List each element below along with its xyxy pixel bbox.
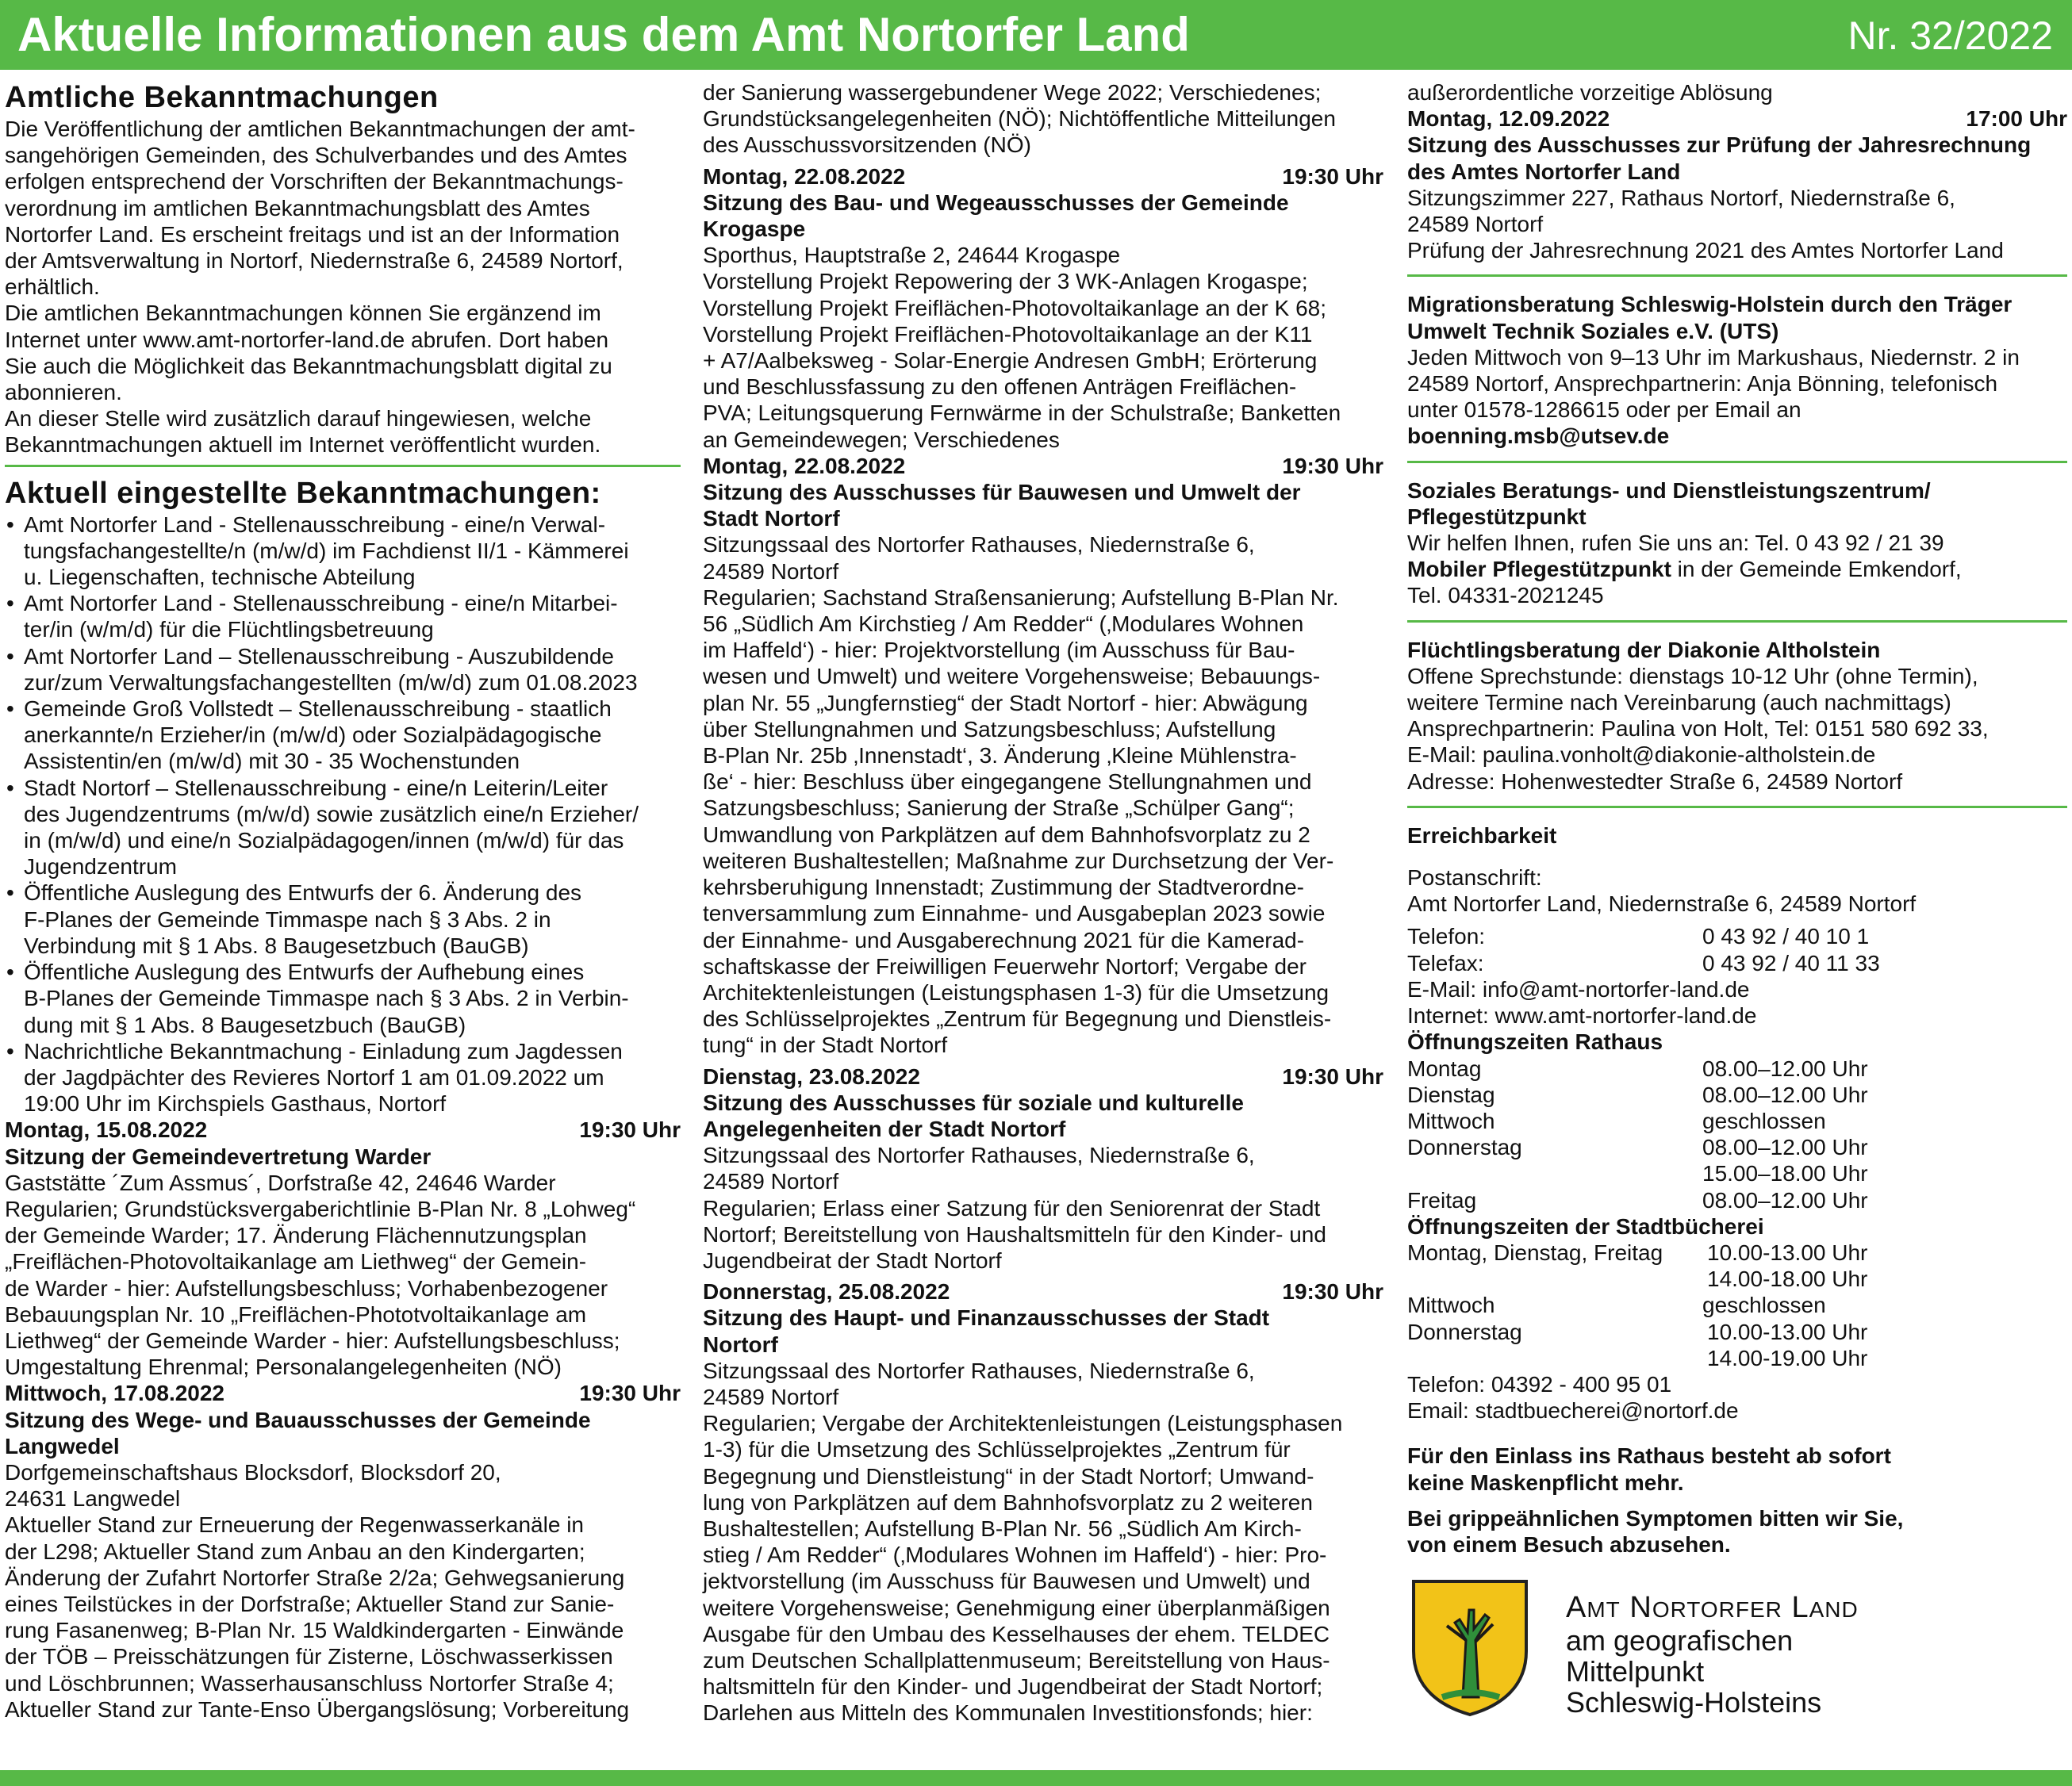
section-title: Migrationsberatung Schleswig-Holstein durch den Träger — [1407, 292, 2013, 317]
mobil-text: in der Gemeinde Emkendorf, — [1671, 557, 1962, 582]
hours-row — [1407, 1056, 2067, 1082]
brand-name — [1566, 1592, 1859, 1625]
hours-row — [1407, 1345, 2067, 1371]
text-line: Offene Sprechstunde: dienstags 10-12 Uhr (ohne Termin), — [1407, 663, 1978, 688]
meeting-title: Sitzung des Ausschusses für soziale und kulturelle — [703, 1090, 1245, 1115]
meeting-date: Donnerstag, 25.08.2022 — [703, 1279, 950, 1305]
text-line: de Warder - hier: Aufstellungsbeschluss; Vorhabenbezogener — [5, 1275, 608, 1301]
text-line: Umwandlung von Parkplätzen auf dem Bahnhofsvorplatz zu 2 — [703, 822, 1310, 847]
text-line: Regularien; Grundstücksvergaberichtlinie B-Plan Nr. 8 „Lohweg“ — [5, 1196, 636, 1221]
meeting-title: Angelegenheiten der Stadt Nortorf — [703, 1116, 1066, 1141]
meeting-title: Sitzung der Gemeindevertretung Warder — [5, 1144, 432, 1169]
notice-text: Bei grippeähnlichen Symptomen bitten wir Sie, — [1407, 1505, 1904, 1531]
text-line: Bekanntmachungen aktuell im Internet veröffentlicht wurden. — [5, 432, 601, 458]
phone-label: Telefon: — [1407, 924, 1486, 949]
list-item[interactable] — [5, 696, 681, 775]
hours-time: geschlossen — [1702, 1293, 1826, 1318]
text-line: der Jagdpächter des Revieres Nortorf 1 am 01.09.2022 um — [24, 1064, 604, 1090]
text-line: Architektenleistungen (Leistungsphasen 1-3) für die Umsetzung — [703, 979, 1330, 1005]
text-line: • Amt Nortorfer Land - Stellenausschreibung - eine/n Verwal- — [24, 512, 606, 537]
text-line: Ansprechpartnerin: Paulina von Holt, Tel: 0151 580 692 33, — [1407, 716, 1989, 742]
meeting-title: Langwedel — [5, 1433, 120, 1458]
header-banner — [0, 0, 2072, 70]
text-line: Liethweg“ der Gemeinde Warder - hier: Aufstellungsbeschluss; — [5, 1328, 620, 1353]
mobil-label: Mobiler Pflegestützpunkt — [1407, 557, 1671, 582]
notice-text: keine Maskenpflicht mehr. — [1407, 1470, 1684, 1495]
text-line: in (m/w/d) und eine/n Sozialpädagogen/innen (m/w/d) für das — [24, 828, 624, 853]
footer-bar — [0, 1770, 2072, 1786]
meeting-title: Sitzung des Wege- und Bauausschusses der Gemeinde — [5, 1407, 591, 1432]
text-line: zur/zum Verwaltungsfachangestellten (m/w/d) zum 01.08.2023 — [24, 669, 638, 695]
text-line: der L298; Aktueller Stand zum Anbau an den Kindergarten; — [5, 1539, 585, 1564]
amt-logo-block — [1407, 1573, 2067, 1740]
text-line: tung“ in der Stadt Nortorf — [703, 1033, 948, 1058]
meeting-time: 19:30 Uhr — [1282, 1064, 1383, 1089]
text-line: Sporthus, Hauptstraße 2, 24644 Krogaspe — [703, 243, 1121, 268]
text-line: und Beschlussfassung zu den offenen Anträgen Freiflächen- — [703, 374, 1297, 400]
heading-amtliche: Amtliche Bekanntmachungen — [5, 81, 439, 114]
text-line: zum Deutschen Schallplattenmuseum; Bereitstellung von Haus- — [703, 1647, 1330, 1673]
text-line: B-Plan Nr. 25b ‚Innenstadt‘, 3. Änderung ‚Kleine Mühlenstra- — [703, 743, 1297, 768]
text-line: • Nachrichtliche Bekanntmachung - Einladung zum Jagdessen — [24, 1038, 623, 1064]
text-line: • Gemeinde Groß Vollstedt – Stellenausschreibung - staatlich — [24, 696, 612, 722]
meeting-title: Krogaspe — [703, 217, 806, 242]
text-line: Assistentin/en (m/w/d) mit 30 - 35 Wochenstunden — [24, 749, 520, 774]
text-line: Tel. 04331-2021245 — [1407, 583, 1604, 608]
text-line: stieg / Am Redder“ (‚Modulares Wohnen im Haffeld‘) - hier: Pro- — [703, 1543, 1327, 1568]
meeting-title: Sitzung des Bau- und Wegeausschusses der Gemeinde — [703, 190, 1289, 215]
section-title: Soziales Beratungs- und Dienstleistungszentrum/ — [1407, 477, 1931, 503]
hours-day — [1407, 1266, 1707, 1292]
text-line: erfolgen entsprechend der Vorschriften der Bekanntmachungs- — [5, 169, 624, 194]
hours-row — [1407, 1134, 2067, 1160]
text-line: Umgestaltung Ehrenmal; Personalangelegenheiten (NÖ) — [5, 1355, 562, 1380]
meeting-time: 19:30 Uhr — [579, 1381, 681, 1406]
text-line: • Öffentliche Auslegung des Entwurfs der 6. Änderung des — [24, 880, 582, 906]
meeting-time: 19:30 Uhr — [1282, 163, 1383, 189]
column-middle — [703, 79, 1383, 1727]
text-line: 24589 Nortorf — [703, 1384, 839, 1409]
hours-time: 08.00–12.00 Uhr — [1702, 1187, 1868, 1213]
hours-row — [1407, 1319, 2067, 1345]
opening-hours-title: Öffnungszeiten Rathaus — [1407, 1029, 1663, 1055]
text-line: Adresse: Hohenwestedter Straße 6, 24589 Nortorf — [1407, 768, 1903, 794]
text-line: + A7/Aalbeksweg - Solar-Energie Andresen GmbH; Erörterung — [703, 348, 1318, 374]
text-line: Verbindung mit § 1 Abs. 8 Baugesetzbuch (BauGB) — [24, 933, 529, 958]
text-line: Bebauungsplan Nr. 10 „Freiflächen-Phototvoltaikanlage am — [5, 1301, 587, 1327]
meeting-datetime — [703, 1278, 1383, 1305]
text-line: weitere Termine nach Vereinbarung (auch nachmittags) — [1407, 690, 1951, 715]
section-title: Pflegestützpunkt — [1407, 504, 1587, 529]
text-line: Dorfgemeinschaftshaus Blocksdorf, Blocksdorf 20, — [5, 1459, 501, 1485]
text-line: über Stellungnahmen und Satzungsbeschluss; Aufstellung — [703, 716, 1276, 742]
column-left — [5, 79, 681, 1723]
text-line: Ausgabe für den Umbau des Kesselhauses der ehem. TELDEC — [703, 1621, 1330, 1646]
text-line: Gaststätte ´Zum Assmus´, Dorfstraße 42, 24646 Warder — [5, 1170, 556, 1195]
meeting-datetime — [703, 1064, 1383, 1090]
text-line: 24589 Nortorf — [703, 1169, 839, 1194]
heading-aktuell: Aktuell eingestellte Bekanntmachungen: — [5, 476, 601, 510]
hours-time: 08.00–12.00 Uhr — [1702, 1135, 1868, 1160]
text-line: 24631 Langwedel — [5, 1486, 181, 1512]
text-line: Vorstellung Projekt Freiflächen-Photovoltaikanlage an der K 68; — [703, 295, 1327, 320]
hours-time: 10.00-13.00 Uhr — [1707, 1319, 1868, 1344]
text-line: An dieser Stelle wird zusätzlich darauf hingewiesen, welche — [5, 406, 592, 431]
text-line: Sitzungssaal des Nortorfer Rathauses, Niedernstraße 6, — [703, 532, 1255, 558]
text-line: dung mit § 1 Abs. 8 Baugesetzbuch (BauGB) — [24, 1012, 466, 1037]
text-line: Sitzungssaal des Nortorfer Rathauses, Niedernstraße 6, — [703, 1143, 1255, 1168]
meeting-date: Mittwoch, 17.08.2022 — [5, 1381, 225, 1406]
text-line: 1-3) für die Umsetzung des Schlüsselprojektes „Zentrum für — [703, 1437, 1291, 1462]
text-line: Satzungsbeschluss; Sanierung der Straße „Schülper Gang“; — [703, 795, 1295, 821]
text-line: „Freiflächen-Photovoltaikanlage am Liethweg“ der Gemein- — [5, 1249, 587, 1274]
hours-day — [1407, 1345, 1707, 1371]
list-item[interactable] — [5, 512, 681, 591]
text-line: Sitzungszimmer 227, Rathaus Nortorf, Niedernstraße 6, — [1407, 185, 1955, 210]
text-line: der Sanierung wassergebundener Wege 2022; Verschiedenes; — [703, 80, 1322, 105]
fax-row — [1407, 950, 2067, 976]
brand-letters: MT — [1587, 1597, 1621, 1623]
list-item[interactable] — [5, 959, 681, 1038]
text-line: abonnieren. — [5, 380, 122, 405]
text-line: anerkannte/n Erzieher/in (m/w/d) oder Sozialpädagogische — [24, 722, 602, 748]
text-line: 24589 Nortorf — [1407, 212, 1544, 237]
text-line: an Gemeindewegen; Verschiedenes — [703, 427, 1060, 452]
text-line: plan Nr. 55 „Jungfernstieg“ der Stadt Nortorf - hier: Abwägung — [703, 690, 1308, 715]
list-item[interactable] — [5, 1038, 681, 1117]
list-item[interactable] — [5, 643, 681, 696]
hours-time: 15.00–18.00 Uhr — [1702, 1161, 1868, 1186]
text-line: tenversammlung zum Einnahme- und Ausgabeplan 2023 sowie — [703, 901, 1326, 926]
hours-time: 08.00–12.00 Uhr — [1702, 1056, 1868, 1081]
notice-text: Für den Einlass ins Rathaus besteht ab sofort — [1407, 1443, 1891, 1469]
email-line: E-Mail: info@amt-nortorfer-land.de — [1407, 976, 1750, 1002]
brand-tagline: Mittelpunkt — [1566, 1655, 1705, 1688]
hours-day: Dienstag — [1407, 1082, 1495, 1107]
text-line: • Stadt Nortorf – Stellenausschreibung - eine/n Leiterin/Leiter — [24, 775, 608, 800]
text-line: Jeden Mittwoch von 9–13 Uhr im Markushaus, Niedernstr. 2 in — [1407, 344, 2020, 370]
list-item[interactable] — [5, 775, 681, 880]
text-line: 19:00 Uhr im Kirchspiels Gasthaus, Nortorf — [24, 1091, 447, 1117]
meeting-datetime — [5, 1380, 681, 1406]
text-line: lung von Parkplätzen auf dem Bahnhofsvorplatz zu 2 weiteren — [703, 1489, 1313, 1515]
text-line: tungsfachangestellte/n (m/w/d) im Fachdienst II/1 - Kämmerei — [24, 538, 629, 563]
text-line: Sie auch die Möglichkeit das Bekanntmachungsblatt digital zu — [5, 353, 612, 378]
brand-letters: ORTORFER — [1652, 1597, 1782, 1623]
notice-text: von einem Besuch abzusehen. — [1407, 1531, 1731, 1557]
text-line: 24589 Nortorf, Ansprechpartnerin: Anja Bönning, telefonisch — [1407, 371, 1998, 397]
hours-day: Donnerstag — [1407, 1135, 1522, 1160]
text-line: Sitzungssaal des Nortorfer Rathauses, Niedernstraße 6, — [703, 1358, 1255, 1383]
hours-day: Freitag — [1407, 1187, 1477, 1213]
meeting-date: Montag, 15.08.2022 — [5, 1117, 208, 1143]
text-line: jektvorstellung (im Ausschuss für Bauwesen und Umwelt) und — [703, 1569, 1310, 1594]
list-item[interactable] — [5, 880, 681, 959]
text-line: außerordentliche vorzeitige Ablösung — [1407, 80, 1773, 105]
brand-letter: A — [1566, 1591, 1587, 1625]
text-line: rung Fasanenweg; B-Plan Nr. 15 Waldkindergarten - Einwände — [5, 1618, 624, 1643]
text-line: der Gemeinde Warder; 17. Änderung Flächennutzungsplan — [5, 1223, 587, 1248]
library-hours-title: Öffnungszeiten der Stadtbücherei — [1407, 1213, 1764, 1239]
text-line: B-Planes der Gemeinde Timmaspe nach § 3 Abs. 2 in Verbin- — [24, 986, 629, 1011]
hours-time: 10.00-13.00 Uhr — [1707, 1240, 1868, 1265]
text-line: Regularien; Sachstand Straßensanierung; Aufstellung B-Plan Nr. — [703, 584, 1339, 610]
section-title: Umwelt Technik Soziales e.V. (UTS) — [1407, 318, 1779, 343]
text-line: Amt Nortorfer Land, Niedernstraße 6, 24589 Nortorf — [1407, 891, 1917, 917]
text-line: der Amtsverwaltung in Nortorf, Niedernstraße 6, 24589 Nortorf, — [5, 248, 624, 274]
hours-row — [1407, 1266, 2067, 1292]
hours-time: 08.00–12.00 Uhr — [1702, 1082, 1868, 1107]
hours-time: geschlossen — [1702, 1108, 1826, 1133]
hours-day: Donnerstag — [1407, 1319, 1522, 1344]
text-line: Regularien; Erlass einer Satzung für den Seniorenrat der Stadt — [703, 1195, 1321, 1221]
text-line: Vorstellung Projekt Repowering der 3 WK-Anlagen Krogaspe; — [703, 269, 1308, 294]
hours-day: Mittwoch — [1407, 1108, 1495, 1133]
text-line: Jugendzentrum — [24, 854, 178, 880]
text-line: F-Planes der Gemeinde Timmaspe nach § 3 Abs. 2 in — [24, 906, 551, 932]
text-line: der Einnahme- und Ausgaberechnung 2021 für die Kamerad- — [703, 927, 1305, 952]
text-line: Begegnung und Dienstleistung“ in der Stadt Nortorf; Umwand- — [703, 1463, 1314, 1489]
text-line: • Öffentliche Auslegung des Entwurfs der Aufhebung eines — [24, 960, 585, 985]
hours-day: Montag — [1407, 1056, 1482, 1081]
text-line: 56 „Südlich Am Kirchstieg / Am Redder“ (‚Modulares Wohnen — [703, 611, 1304, 637]
meeting-datetime — [5, 1117, 681, 1143]
text-line: • Amt Nortorfer Land - Stellenausschreibung - eine/n Mitarbei- — [24, 591, 618, 616]
meeting-title: Stadt Nortorf — [703, 506, 840, 531]
hours-row — [1407, 1082, 2067, 1108]
text-line: Wir helfen Ihnen, rufen Sie uns an: Tel. 0 43 92 / 21 39 — [1407, 531, 1944, 556]
text-line: wesen und Umwelt) und weitere Vorgehensweise; Bebauungs- — [703, 664, 1321, 689]
text-line: weiteren Bushaltestellen; Maßnahme zur Durchsetzung der Ver- — [703, 848, 1334, 873]
text-line: und Löschbrunnen; Wasserhausanschluss Nortorfer Straße 4; — [5, 1670, 614, 1696]
amt-brand — [1566, 1592, 1859, 1718]
meeting-datetime — [703, 453, 1383, 479]
text-line: E-Mail: paulina.vonholt@diakonie-altholstein.de — [1407, 742, 1876, 768]
text-line — [1407, 556, 2067, 582]
meeting-time: 19:30 Uhr — [579, 1117, 681, 1143]
text-line: eines Teilstückes in der Dorfstraße; Aktueller Stand zur Sanie- — [5, 1591, 615, 1616]
text-line: erhältlich. — [5, 274, 100, 300]
hours-day: Mittwoch — [1407, 1293, 1495, 1318]
text-line: unter 01578-1286615 oder per Email an — [1407, 397, 1801, 423]
meeting-title: des Amtes Nortorfer Land — [1407, 159, 1681, 184]
text-line: ter/in (w/m/d) für die Flüchtlingsbetreuung — [24, 617, 434, 642]
hours-row — [1407, 1187, 2067, 1213]
phone-value: 0 43 92 / 40 10 1 — [1702, 924, 1870, 949]
text-line: Bushaltestellen; Aufstellung B-Plan Nr. 56 „Südlich Am Kirch- — [703, 1516, 1302, 1541]
text-line: Nortorf; Bereitstellung von Haushaltsmitteln für den Kinder- und — [703, 1221, 1326, 1247]
text-line: Darlehen aus Mitteln des Kommunalen Investitionsfonds; hier: — [703, 1700, 1313, 1726]
meeting-date: Montag, 12.09.2022 — [1407, 106, 1610, 132]
fax-label: Telefax: — [1407, 950, 1484, 975]
brand-letters: AND — [1809, 1597, 1859, 1623]
page-title: Aktuelle Informationen aus dem Amt Nortorfer Land — [17, 8, 1190, 61]
text-line: Die Veröffentlichung der amtlichen Bekanntmachungen der amt- — [5, 117, 635, 141]
text-line: Internet unter www.amt-nortorfer-land.de abrufen. Dort haben — [5, 327, 609, 352]
brand-letter: N — [1629, 1591, 1652, 1625]
library-email: Email: stadtbuecherei@nortorf.de — [1407, 1398, 1739, 1424]
text-line: Änderung der Zufahrt Nortorfer Straße 2/2a; Gehwegsanierung — [5, 1565, 625, 1590]
brand-tagline: Schleswig-Holsteins — [1566, 1686, 1822, 1719]
meeting-date: Dienstag, 23.08.2022 — [703, 1064, 920, 1089]
text-line: kehrsberuhigung Innenstadt; Zustimmung der Stadtverordne- — [703, 875, 1304, 900]
meeting-time: 19:30 Uhr — [1282, 453, 1383, 478]
text-line: verordnung im amtlichen Bekanntmachungsblatt des Amtes — [5, 195, 590, 220]
hours-row — [1407, 1292, 2067, 1318]
text-line: haltsmitteln für den Kinder- und Jugendbeirat der Stadt Nortorf; — [703, 1674, 1323, 1700]
text-line: des Ausschussvorsitzenden (NÖ) — [703, 132, 1031, 158]
text-line: Jugendbeirat der Stadt Nortorf — [703, 1248, 1002, 1273]
text-line: u. Liegenschaften, technische Abteilung — [24, 565, 416, 590]
meeting-title: Sitzung des Haupt- und Finanzausschusses der Stadt — [703, 1305, 1270, 1331]
meeting-date: Montag, 22.08.2022 — [703, 163, 906, 189]
text-line: Die amtlichen Bekanntmachungen können Sie ergänzend im — [5, 301, 601, 326]
text-line: weitere Vorgehensweise; Genehmigung einer überplanmäßigen — [703, 1595, 1330, 1620]
meeting-title: Sitzung des Ausschusses zur Prüfung der Jahresrechnung — [1407, 132, 2032, 158]
meeting-time: 17:00 Uhr — [1966, 106, 2067, 132]
text-line: Grundstücksangelegenheiten (NÖ); Nichtöffentliche Mitteilungen — [703, 106, 1336, 132]
hours-row — [1407, 1108, 2067, 1134]
library-phone: Telefon: 04392 - 400 95 01 — [1407, 1371, 1672, 1397]
text-line: • Amt Nortorfer Land – Stellenausschreibung - Auszubildende — [24, 643, 614, 669]
internet-line: Internet: www.amt-nortorfer-land.de — [1407, 1003, 1757, 1029]
brand-letter: L — [1791, 1591, 1809, 1625]
email-link[interactable]: boenning.msb@utsev.de — [1407, 424, 1670, 449]
text-line: Postanschrift: — [1407, 865, 1542, 891]
section-title: Flüchtlingsberatung der Diakonie Altholstein — [1407, 637, 1881, 662]
section-title: Erreichbarkeit — [1407, 822, 1557, 848]
text-line: Aktueller Stand zur Erneuerung der Regenwasserkanäle in — [5, 1512, 584, 1538]
text-line: 24589 Nortorf — [703, 558, 839, 584]
text-line: der TÖB – Preisschätzungen für Zisterne, Löschwasserkissen — [5, 1644, 613, 1669]
column-right — [1407, 79, 2067, 1740]
text-line: Prüfung der Jahresrechnung 2021 des Amtes Nortorfer Land — [1407, 238, 2004, 263]
text-line: Regularien; Vergabe der Architektenleistungen (Leistungsphasen — [703, 1411, 1343, 1436]
text-line: Aktueller Stand zur Tante-Enso Übergangslösung; Vorbereitung — [5, 1696, 630, 1722]
text-line: ße‘ - hier: Beschluss über eingegangene Stellungnahmen und — [703, 769, 1312, 795]
hours-row — [1407, 1160, 2067, 1186]
text-line: Vorstellung Projekt Freiflächen-Photovoltaikanlage an der K11 — [703, 321, 1313, 347]
text-line: schaftskasse der Freiwilligen Feuerwehr Nortorf; Vergabe der — [703, 953, 1307, 979]
text-line: des Jugendzentrums (m/w/d) sowie zusätzlich eine/n Erzieher/ — [24, 801, 639, 826]
coat-of-arms-icon — [1410, 1578, 1529, 1717]
fax-value: 0 43 92 / 40 11 33 — [1702, 950, 1880, 975]
hours-day — [1407, 1160, 1702, 1186]
phone-row — [1407, 923, 2067, 949]
hours-row — [1407, 1240, 2067, 1266]
meeting-time: 19:30 Uhr — [1282, 1279, 1383, 1305]
meeting-date: Montag, 22.08.2022 — [703, 453, 906, 478]
list-item[interactable] — [5, 590, 681, 642]
text-line: im Haffeld‘) - hier: Projektvorstellung (im Ausschuss für Bau- — [703, 638, 1295, 663]
text-line: des Schlüsselprojektes „Zentrum für Begegnung und Dienstleis- — [703, 1006, 1332, 1032]
amtliche-text — [5, 116, 681, 458]
hours-time: 14.00-19.00 Uhr — [1707, 1345, 1868, 1370]
hours-time: 14.00-18.00 Uhr — [1707, 1267, 1868, 1292]
hours-day: Montag, Dienstag, Freitag — [1407, 1240, 1663, 1265]
meeting-datetime — [1407, 105, 2067, 132]
meeting-title: Sitzung des Ausschusses für Bauwesen und Umwelt der — [703, 480, 1301, 505]
brand-tagline: am geografischen — [1566, 1624, 1794, 1658]
issue-number: Nr. 32/2022 — [1848, 13, 2053, 58]
text-line: sangehörigen Gemeinden, des Schulverbandes und des Amtes — [5, 143, 627, 168]
text-line: Nortorfer Land. Es erscheint freitags und ist an der Information — [5, 221, 620, 247]
meeting-datetime — [703, 163, 1383, 190]
meeting-title: Nortorf — [703, 1332, 778, 1357]
text-line: PVA; Leitungsquerung Fernwärme in der Schulstraße; Banketten — [703, 401, 1341, 426]
